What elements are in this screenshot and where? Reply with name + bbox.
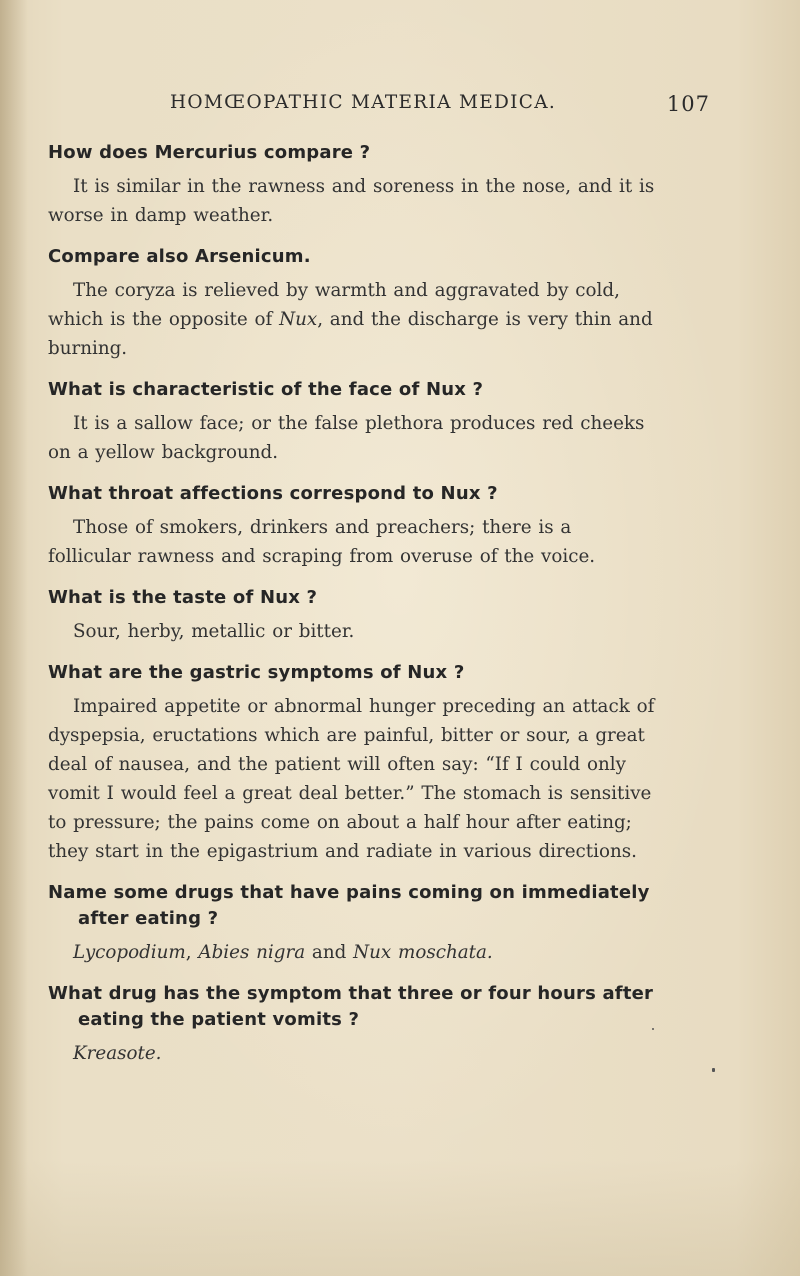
page-bottom-shade: [0, 1160, 800, 1276]
question-face: What is characteristic of the face of Nux ?: [48, 379, 484, 400]
separator-and: and: [305, 942, 354, 963]
answer-mercurius: It is similar in the rawness and soreness in the nose, and it is worse in damp weather.: [48, 176, 655, 226]
question-pains-after-eating: Name some drugs that have pains coming on immediately after eating ?: [48, 882, 650, 929]
question-arsenicum: Compare also Arsenicum.: [48, 246, 311, 267]
answer-taste: Sour, herby, metallic or bitter.: [73, 621, 355, 642]
ink-speck: [712, 1068, 715, 1072]
question-throat: What throat affections correspond to Nux ?: [48, 483, 498, 504]
question-gastric: What are the gastric symptoms of Nux ?: [48, 662, 465, 683]
answer-arsenicum-text-1: The coryza is relieved by warmth and aggravated by cold, which is the opposite of: [48, 280, 620, 330]
answer-throat: Those of smokers, drinkers and preachers; there is a follicular rawness and scraping from overuse of the voice.: [48, 517, 596, 567]
page-body: [48, 140, 660, 1082]
page-number: 107: [666, 92, 710, 116]
answer-gastric: Impaired appetite or abnormal hunger preceding an attack of dyspepsia, eructations which are painful, bitter or sour, a great deal of nausea, and the patient will often say: “If I could only vomit I would feel a great deal better.” The stomach is sensitive to pressure; the pains come on about a half hour after eating; they start in the epigastrium and radiate in various directions.: [48, 696, 655, 862]
question-vomits: What drug has the symptom that three or four hours after eating the patient vomits ?: [48, 983, 654, 1030]
question-taste: What is the taste of Nux ?: [48, 587, 318, 608]
question-mercurius: How does Mercurius compare ?: [48, 142, 371, 163]
answer-arsenicum-text-2: , and the discharge is very thin and burning.: [48, 309, 653, 359]
drug-nux-moschata: Nux moschata.: [353, 942, 493, 963]
answer-arsenicum: [48, 276, 660, 363]
answer-pains-after-eating: [48, 938, 660, 967]
answer-face: It is a sallow face; or the false plethora produces red cheeks on a yellow background.: [48, 413, 645, 463]
drug-abies-nigra: Abies nigra: [198, 942, 306, 963]
running-head: [170, 92, 710, 116]
ink-speck: [652, 1028, 654, 1030]
separator-comma: ,: [185, 942, 199, 963]
running-head-title: HOMŒOPATHIC MATERIA MEDICA.: [170, 92, 557, 113]
drug-lycopodium: Lycopodium: [73, 942, 186, 963]
answer-vomits: Kreasote.: [73, 1043, 162, 1064]
binding-shadow: [0, 0, 28, 1276]
answer-arsenicum-nux: Nux: [279, 309, 318, 330]
